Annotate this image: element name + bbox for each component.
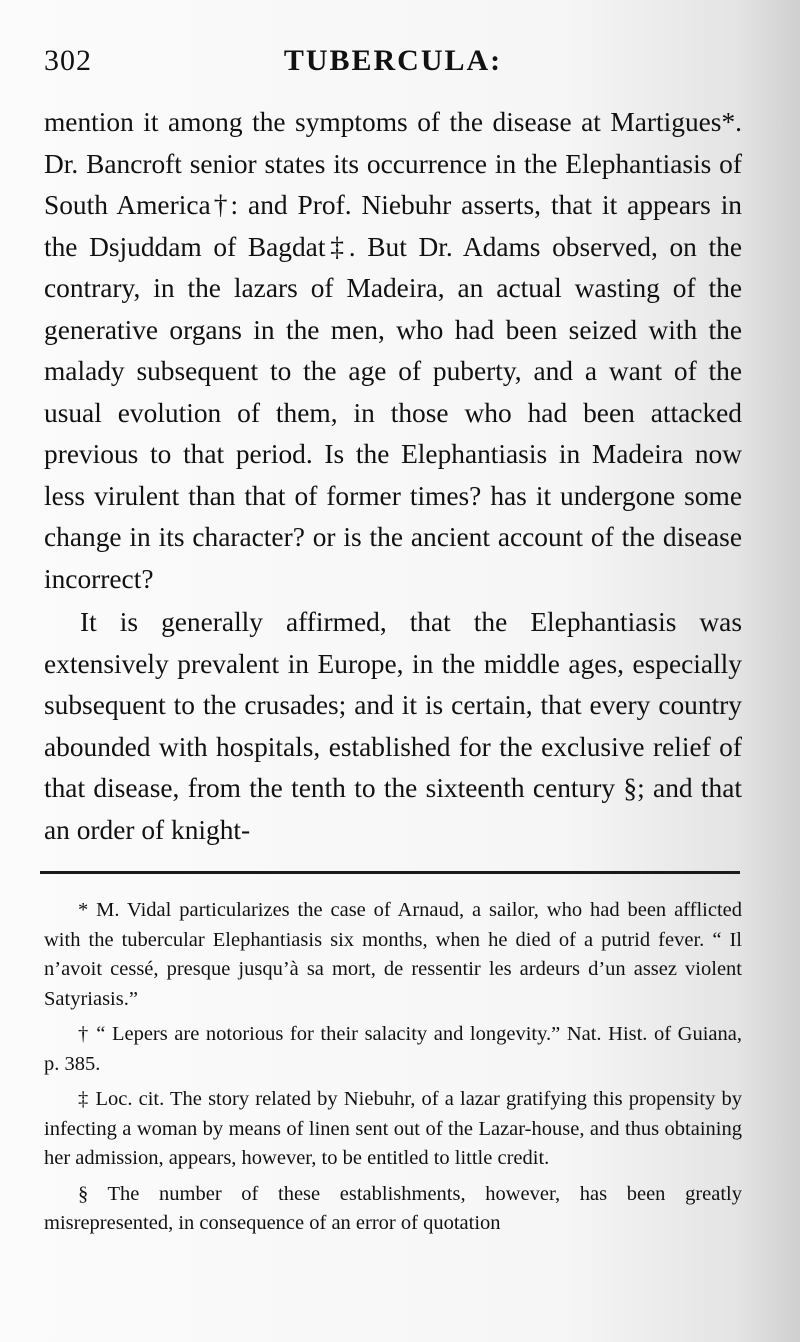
running-head bbox=[44, 0, 742, 100]
footnotes bbox=[44, 896, 742, 1239]
footnote-section: § The number of these establishments, however, has been greatly misrepresented, in consequence of an error of quotation bbox=[44, 1182, 742, 1234]
footnote-asterisk: * M. Vidal particularizes the case of Arnaud, a sailor, who had been afflicted with the tubercular Elephantiasis six months, when he died of a putrid fever. “ Il n’avoit cessé, presque jusqu’à sa mort, de ressentir les ardeurs d’un assez violent Satyriasis.” bbox=[44, 899, 742, 1010]
body-paragraph: It is generally affirmed, that the Elephantiasis was extensively prevalent in Europe, in the middle ages, especially subsequent to the crusades; and it is certain, that every country abounded with hospitals, established for the exclusive relief of that disease, from the tenth to the sixteenth century §; and that an order of knight- bbox=[44, 607, 742, 845]
running-title: TUBERCULA: bbox=[283, 44, 503, 77]
footnote-dagger: † “ Lepers are notorious for their salacity and longevity.” Nat. Hist. of Guiana, p. 385. bbox=[44, 1023, 742, 1075]
footnote-double-dagger: ‡ Loc. cit. The story related by Niebuhr, of a lazar gratifying this propensity by infecting a woman by means of linen sent out of the Lazar-house, and thus obtaining her admission, appears, however, to be entitled to little credit. bbox=[44, 1088, 742, 1169]
body-paragraph: mention it among the symptoms of the disease at Martigues*. Dr. Bancroft senior states its occurrence in the Elephantiasis of South America†: and Prof. Niebuhr asserts, that it appears in the Dsjuddam of Bagdat‡. But Dr. Adams observed, on the contrary, in the lazars of Madeira, an actual wasting of the generative organs in the men, who had been seized with the malady subsequent to the age of puberty, and a want of the usual evolution of them, in those who had been attacked previous to that period. Is the Elephantiasis in Madeira now less virulent than that of former times? has it undergone some change in its character? or is the ancient account of the disease incorrect? bbox=[44, 107, 742, 594]
page-number: 302 bbox=[44, 44, 92, 77]
main-text bbox=[44, 102, 742, 851]
footnote-rule bbox=[40, 871, 740, 874]
